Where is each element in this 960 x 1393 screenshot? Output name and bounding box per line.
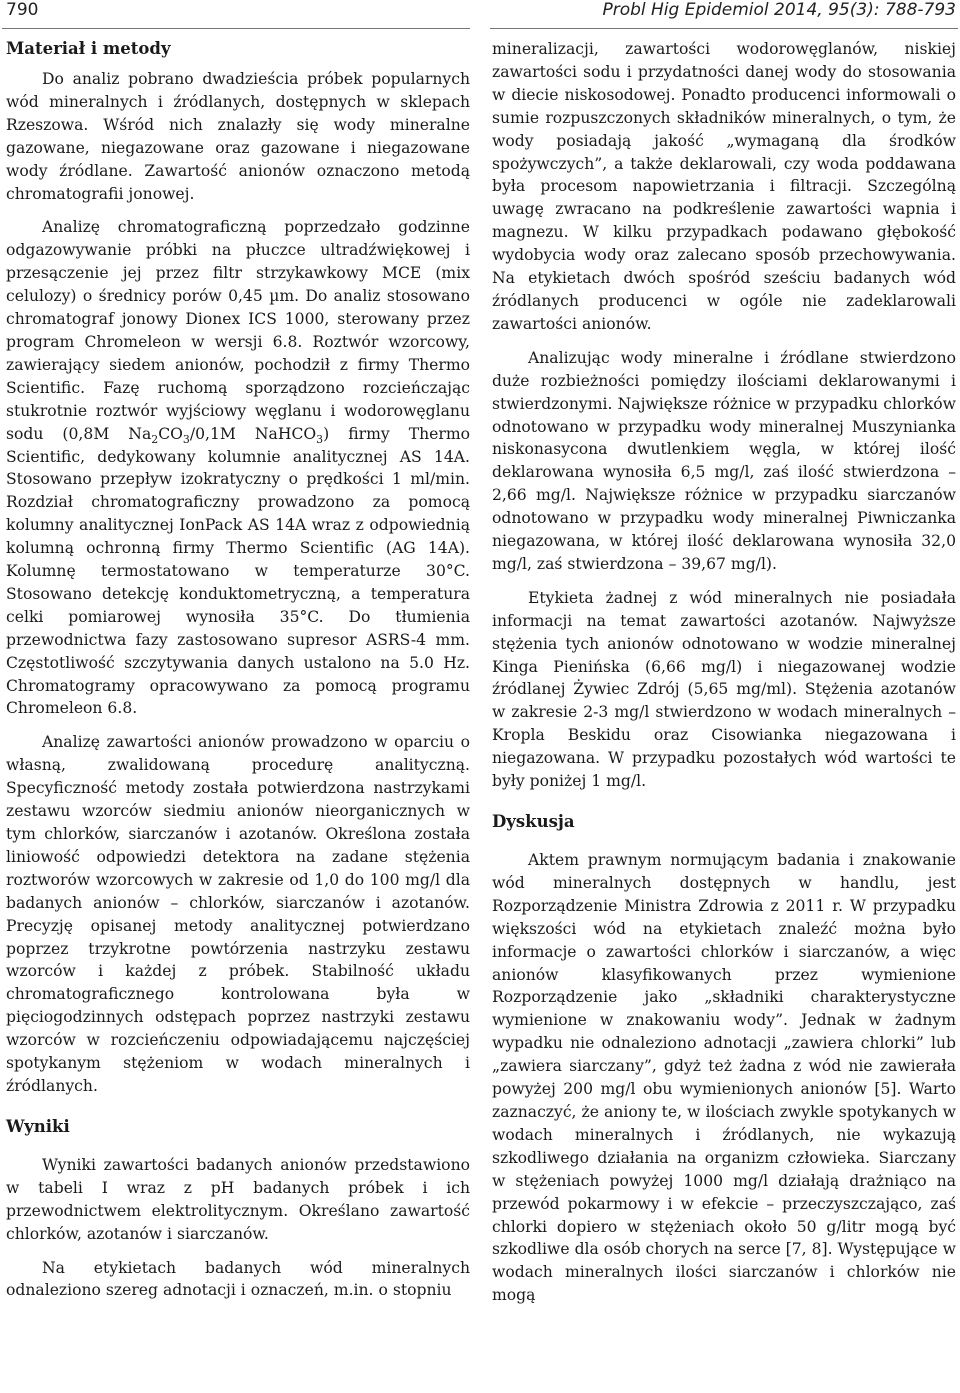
section-heading-results: Wyniki [6,1116,70,1136]
paragraph: Aktem prawnym normującym badania i znakowanie wód mineralnych dostępnych w handlu, jest Rozporządzenie Ministra Zdrowia z 2011 r. W przypadku większości wód na etykietach znaleźć można było informacje o zawartości chlorków i siarczanów, a więc anionów klasyfikowanych przez wymienione Rozporządzenie jako „składniki charakterystyczne wymienione w znakowaniu wody”. Jednak w żadnym wypadku nie odnaleziono adnotacji „zawiera chlorki” lub „zawiera siarczany”, gdyż też żadna z wód nie zawierała powyżej 200 mg/l obu wymienionych anionów [5]. Warto zaznaczyć, że aniony te, w ilościach zwykle spotykanych w wodach mineralnych i źródlanych, nie wykazują szkodliwego działania na organizm człowieka. Siarczany w stężeniach powyżej 1000 mg/l działają drażniąco na przewód pokarmowy i w efekcie – przeczyszczająco, zaś chlorki dopiero w stężeniach około 50 g/litr mogą być szkodliwe dla osób chorych na serce [7, 8]. Występujące w wodach mineralnych ilości siarczanów i chlorków nie mogą [492,851,956,1305]
page-number: 790 [6,0,39,20]
subscript: 2 [151,432,159,446]
paragraph-continued: mineralizacji, zawartości wodorowęglanów, niskiej zawartości sodu i przydatności danej wody do stosowania w diecie niskosodowej. Ponadto producenci informowali o sumie rozpuszczonych składników mineralnych, o tym, że wody posiadają jakość „wymaganą dla środków spożywczych”, a także deklarowali, czy woda poddawana była procesom napowietrzania i filtracji. Szczególną uwagę zwracano na podkreślenie zawartości wapnia i magnezu. W kilku przypadkach podawano głębokość wydobycia wody oraz zalecano sposób przechowywania. Na etykietach dwóch spośród sześciu badanych wód źródlanych producenci w ogóle nie zadeklarowali zawartości anionów. [492,40,956,333]
right-column [492,38,956,1318]
paragraph: Do analiz pobrano dwadzieścia próbek popularnych wód mineralnych i źródlanych, dostępnych w sklepach Rzeszowa. Wśród nich znalazły się wody mineralne gazowane, niegazowane oraz gazowane i niegazowane wody źródlane. Zawartość anionów oznaczono metodą chromatografii jonowej. [6,70,470,203]
section-heading-discussion: Dyskusja [492,812,575,831]
paragraph: Analizę zawartości anionów prowadzono w oparciu o własną, zwalidowaną procedurę analityczną. Specyficzność metody została potwierdzona nastrzykami zestawu wzorców siedmiu anionów nieorganicznych w tym chlorków, siarczanów i azotanów. Określona została liniowość odpowiedzi detektora na zadane stężenia roztworów wzorcowych w zakresie od 1,0 do 100 mg/l dla badanych anionów – chlorków, siarczanów i azotanów. Precyzję opisanej metody analitycznej potwierdzano poprzez trzykrotne powtórzenia nastrzyku zestawu wzorców i każdej z próbek. Stabilność układu chromatograficznego kontrolowana była w pięciogodzinnych odstępach poprzez nastrzyki zestawu wzorców w rozcieńczeniu odpowiadającemu najczęściej spotykanym stężeniom w wodach mineralnych i źródlanych. [6,733,470,1095]
paragraph: Etykieta żadnej z wód mineralnych nie posiadała informacji na temat zawartości azotanów. Najwyższe stężenia tych anionów odnotowano w wodzie mineralnej Kinga Pienińska (6,66 mg/l) i niegazowanej wodzie źródlanej Żywiec Zdrój (5,65 mg/ml). Stężenia azotanów w zakresie 2-3 mg/l stwierdzono w wodach mineralnych – Kropla Beskidu oraz Cisowianka niegazowana i niegazowana. W przypadku pozostałych wód wartości te były poniżej 1 mg/l. [492,588,956,791]
journal-reference: Probl Hig Epidemiol 2014, 95(3): 788-793 [602,0,956,20]
subscript: 3 [182,432,190,446]
section-heading-materials-methods: Materiał i metody [6,39,171,58]
page-header [0,0,960,28]
paragraph-chromatography [6,216,470,720]
paragraph: Analizując wody mineralne i źródlane stwierdzono duże rozbieżności pomiędzy ilościami deklarowanymi i stwierdzonymi. Największe różnice w przypadku chlorków odnotowano w przypadku wody mineralnej Muszynianka niskonasycona dwutlenkiem węgla, w której ilość deklarowana wynosiła 6,5 mg/l, zaś ilość stwierdzona – 2,66 mg/l. Największe różnice w przypadku siarczanów odnotowano w przypadku wody mineralnej Piwniczanka niegazowana, w której ilość deklarowana wynosiła 32,0 mg/l, zaś stwierdzona – 39,67 mg/l). [492,348,956,573]
header-rule-right [490,28,958,29]
paragraph-text: Analizę chromatograficzną poprzedzało godzinne odgazowywanie próbki na płuczce ultradźwiękowej i przesączenie jej przez filtr strzykawkowy MCE (mix celulozy) o średnicy porów 0,45 µm. Do analiz stosowano chromatograf jonowy Dionex ICS 1000, sterowany przez program Chromeleon w wersji 6.8. Roztwór wzorcowy, zawierający siedem anionów, pochodził z firmy Thermo Scientific. Fazę ruchomą sporządzono rozcieńczając stukrotnie roztwór wyjściowy węglanu i wodorowęglanu sodu (0,8M Na [6,218,470,443]
header-rule-left [2,28,470,29]
paragraph-text: ) firmy Thermo Scientific, dedykowany kolumnie analitycznej AS 14A. Stosowano przepływ izokratyczny o prędkości 1 ml/min. Rozdział chromatograficzny prowadzono za pomocą kolumny analitycznej IonPack AS 14A wraz z odpowiednią kolumną ochronną firmy Thermo Scientific (AG 14A). Kolumnę termostatowano w temperaturze 30°C. Stosowano detekcję konduktometryczną, a temperatura celki pomiarowej wynosiła 35°C. Do tłumienia przewodnictwa fazy zastosowano supresor ASRS-4 mm. Częstotliwość szczytywania danych ustalono na 5.0 Hz. Chromatogramy opracowywano za pomocą programu Chromeleon 6.8. [6,424,470,718]
paragraph: Na etykietach badanych wód mineralnych odnaleziono szereg adnotacji i oznaczeń, m.in. o stopniu [6,1258,470,1300]
paragraph-text: /0,1M NaHCO [189,424,317,443]
subscript: 3 [316,432,324,446]
left-column [6,38,470,1313]
paragraph-text: CO [158,424,183,443]
paragraph: Wyniki zawartości badanych anionów przedstawiono w tabeli I wraz z pH badanych próbek i ich przewodnictwem elektrolitycznym. Określano zawartość chlorków, azotanów i siarczanów. [6,1155,470,1243]
